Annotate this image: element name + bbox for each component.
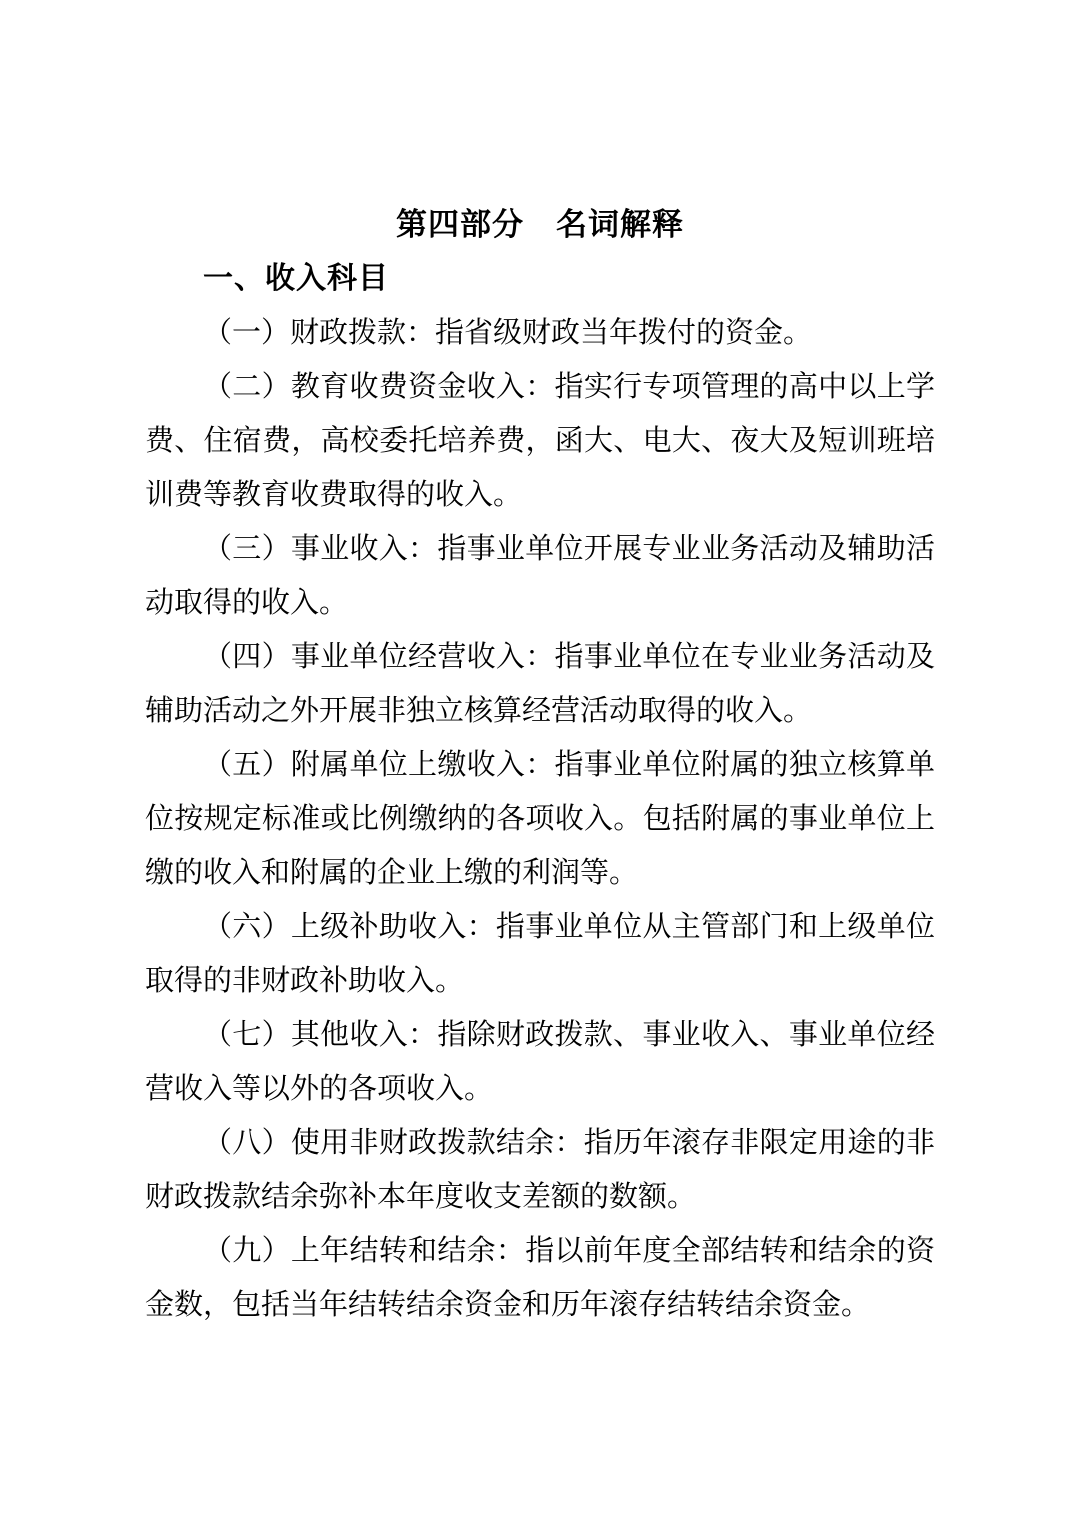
paragraph-income-item-5: （五）附属单位上缴收入：指事业单位附属的独立核算单位按规定标准或比例缴纳的各项收入。包括附属的事业单位上缴的收入和附属的企业上缴的利润等。	[145, 749, 935, 889]
paragraph-income-item-7: （七）其他收入：指除财政拨款、事业收入、事业单位经营收入等以外的各项收入。	[145, 1019, 935, 1105]
document-content	[145, 198, 935, 1332]
paragraph-income-item-2: （二）教育收费资金收入：指实行专项管理的高中以上学费、住宿费，高校委托培养费，函大、电大、夜大及短训班培训费等教育收费取得的收入。	[145, 371, 935, 511]
paragraph-income-item-8: （八）使用非财政拨款结余：指历年滚存非限定用途的非财政拨款结余弥补本年度收支差额的数额。	[145, 1127, 935, 1213]
paragraph-income-item-1: （一）财政拨款：指省级财政当年拨付的资金。	[203, 317, 813, 349]
paragraph-income-item-6: （六）上级补助收入：指事业单位从主管部门和上级单位取得的非财政补助收入。	[145, 911, 935, 997]
paragraph-income-item-4: （四）事业单位经营收入：指事业单位在专业业务活动及辅助活动之外开展非独立核算经营活动取得的收入。	[145, 641, 935, 727]
paragraph-income-item-9: （九）上年结转和结余：指以前年度全部结转和结余的资金数，包括当年结转结余资金和历年滚存结转结余资金。	[145, 1235, 935, 1321]
section-heading: 一、收入科目	[203, 262, 389, 295]
page-title: 第四部分 名词解释	[396, 207, 684, 242]
paragraph-income-item-3: （三）事业收入：指事业单位开展专业业务活动及辅助活动取得的收入。	[145, 533, 935, 619]
